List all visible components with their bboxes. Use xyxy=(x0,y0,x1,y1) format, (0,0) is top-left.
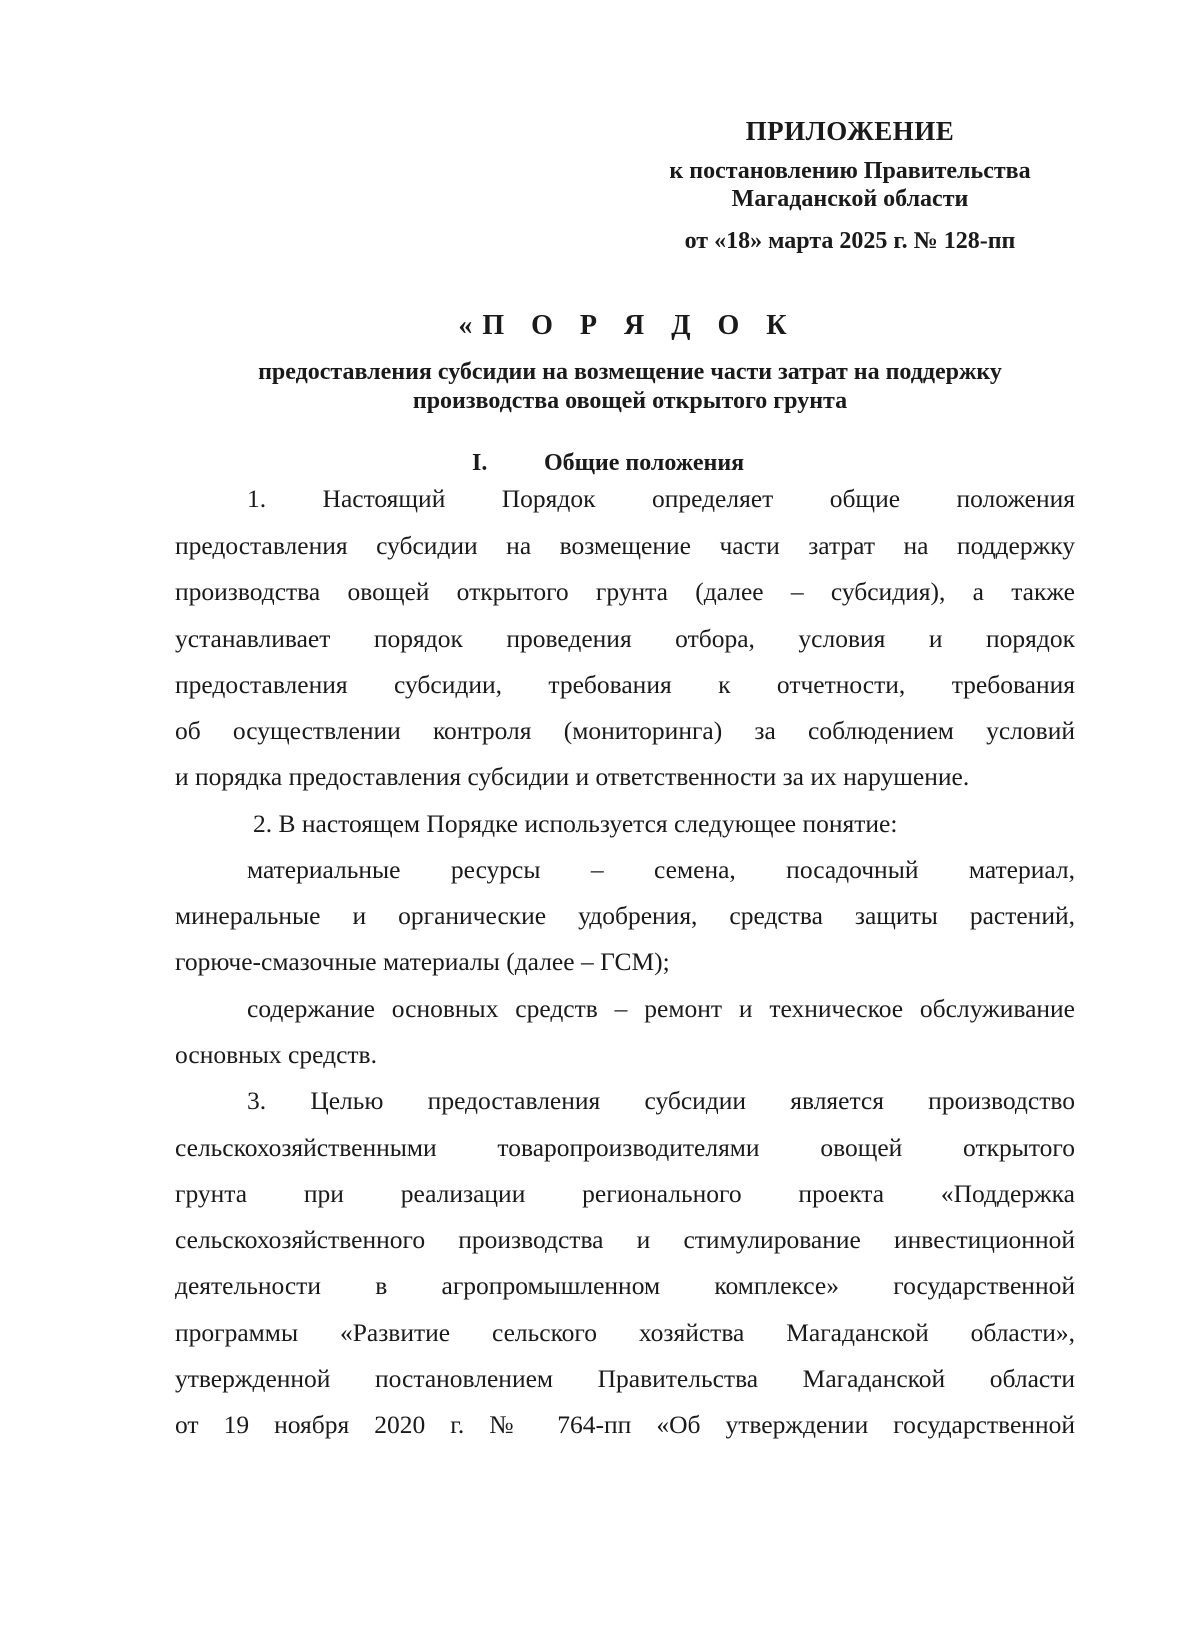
text-line: об осуществлении контроля (мониторинга) за соблюдением условий xyxy=(175,716,1075,745)
text-line: деятельности в агропромышленном комплексе» государственной xyxy=(175,1271,1075,1300)
text-line: содержание основных средств – ремонт и техническое обслуживание xyxy=(247,994,1075,1023)
text-line: устанавливает порядок проведения отбора, условия и порядок xyxy=(175,624,1075,653)
text-line: сельскохозяйственного производства и стимулирование инвестиционной xyxy=(175,1225,1075,1254)
section-name: Общие положения xyxy=(544,450,745,476)
text-line: сельскохозяйственными товаропроизводителями овощей открытого xyxy=(175,1133,1075,1162)
text-line: материальные ресурсы – семена, посадочный материал, xyxy=(247,855,1075,884)
subtitle-line-1: предоставления субсидии на возмещение части затрат на поддержку xyxy=(258,359,1002,385)
appendix-title: ПРИЛОЖЕНИЕ xyxy=(745,116,955,146)
text-line: утвержденной постановлением Правительства Магаданской области xyxy=(175,1364,1075,1393)
text-line: основных средств. xyxy=(175,1040,377,1069)
text-line: горюче-смазочные материалы (далее – ГСМ); xyxy=(175,947,670,976)
text-line: производства овощей открытого грунта (далее – субсидия), а также xyxy=(175,577,1075,606)
text-line: от 19 ноября 2020 г. № 764-пп «Об утверждении государственной xyxy=(175,1410,1075,1439)
appendix-line-2: Магаданской области xyxy=(731,186,969,212)
text-line: и порядка предоставления субсидии и ответственности за их нарушение. xyxy=(175,762,970,791)
text-line: программы «Развитие сельского хозяйства Магаданской области», xyxy=(175,1318,1075,1347)
text-line: предоставления субсидии на возмещение части затрат на поддержку xyxy=(175,531,1075,560)
document-subtitle xyxy=(150,358,1110,416)
text-line: 2. В настоящем Порядке используется следующее понятие: xyxy=(253,809,898,838)
text-line: минеральные и органические удобрения, средства защиты растений, xyxy=(175,901,1075,930)
document-title: «П О Р Я Д О К xyxy=(458,310,797,341)
subtitle-line-2: производства овощей открытого грунта xyxy=(412,388,848,414)
text-line: 3. Целью предоставления субсидии является производство xyxy=(247,1086,1075,1115)
text-line: предоставления субсидии, требования к отчетности, требования xyxy=(175,670,1075,699)
text-line: 1. Настоящий Порядок определяет общие положения xyxy=(247,484,1075,513)
appendix-line-1: к постановлению Правительства xyxy=(669,158,1031,184)
appendix-date-number: от «18» марта 2025 г. № 128-пп xyxy=(684,228,1016,254)
text-line: грунта при реализации регионального проекта «Поддержка xyxy=(175,1179,1075,1208)
section-number: I. xyxy=(472,450,488,476)
